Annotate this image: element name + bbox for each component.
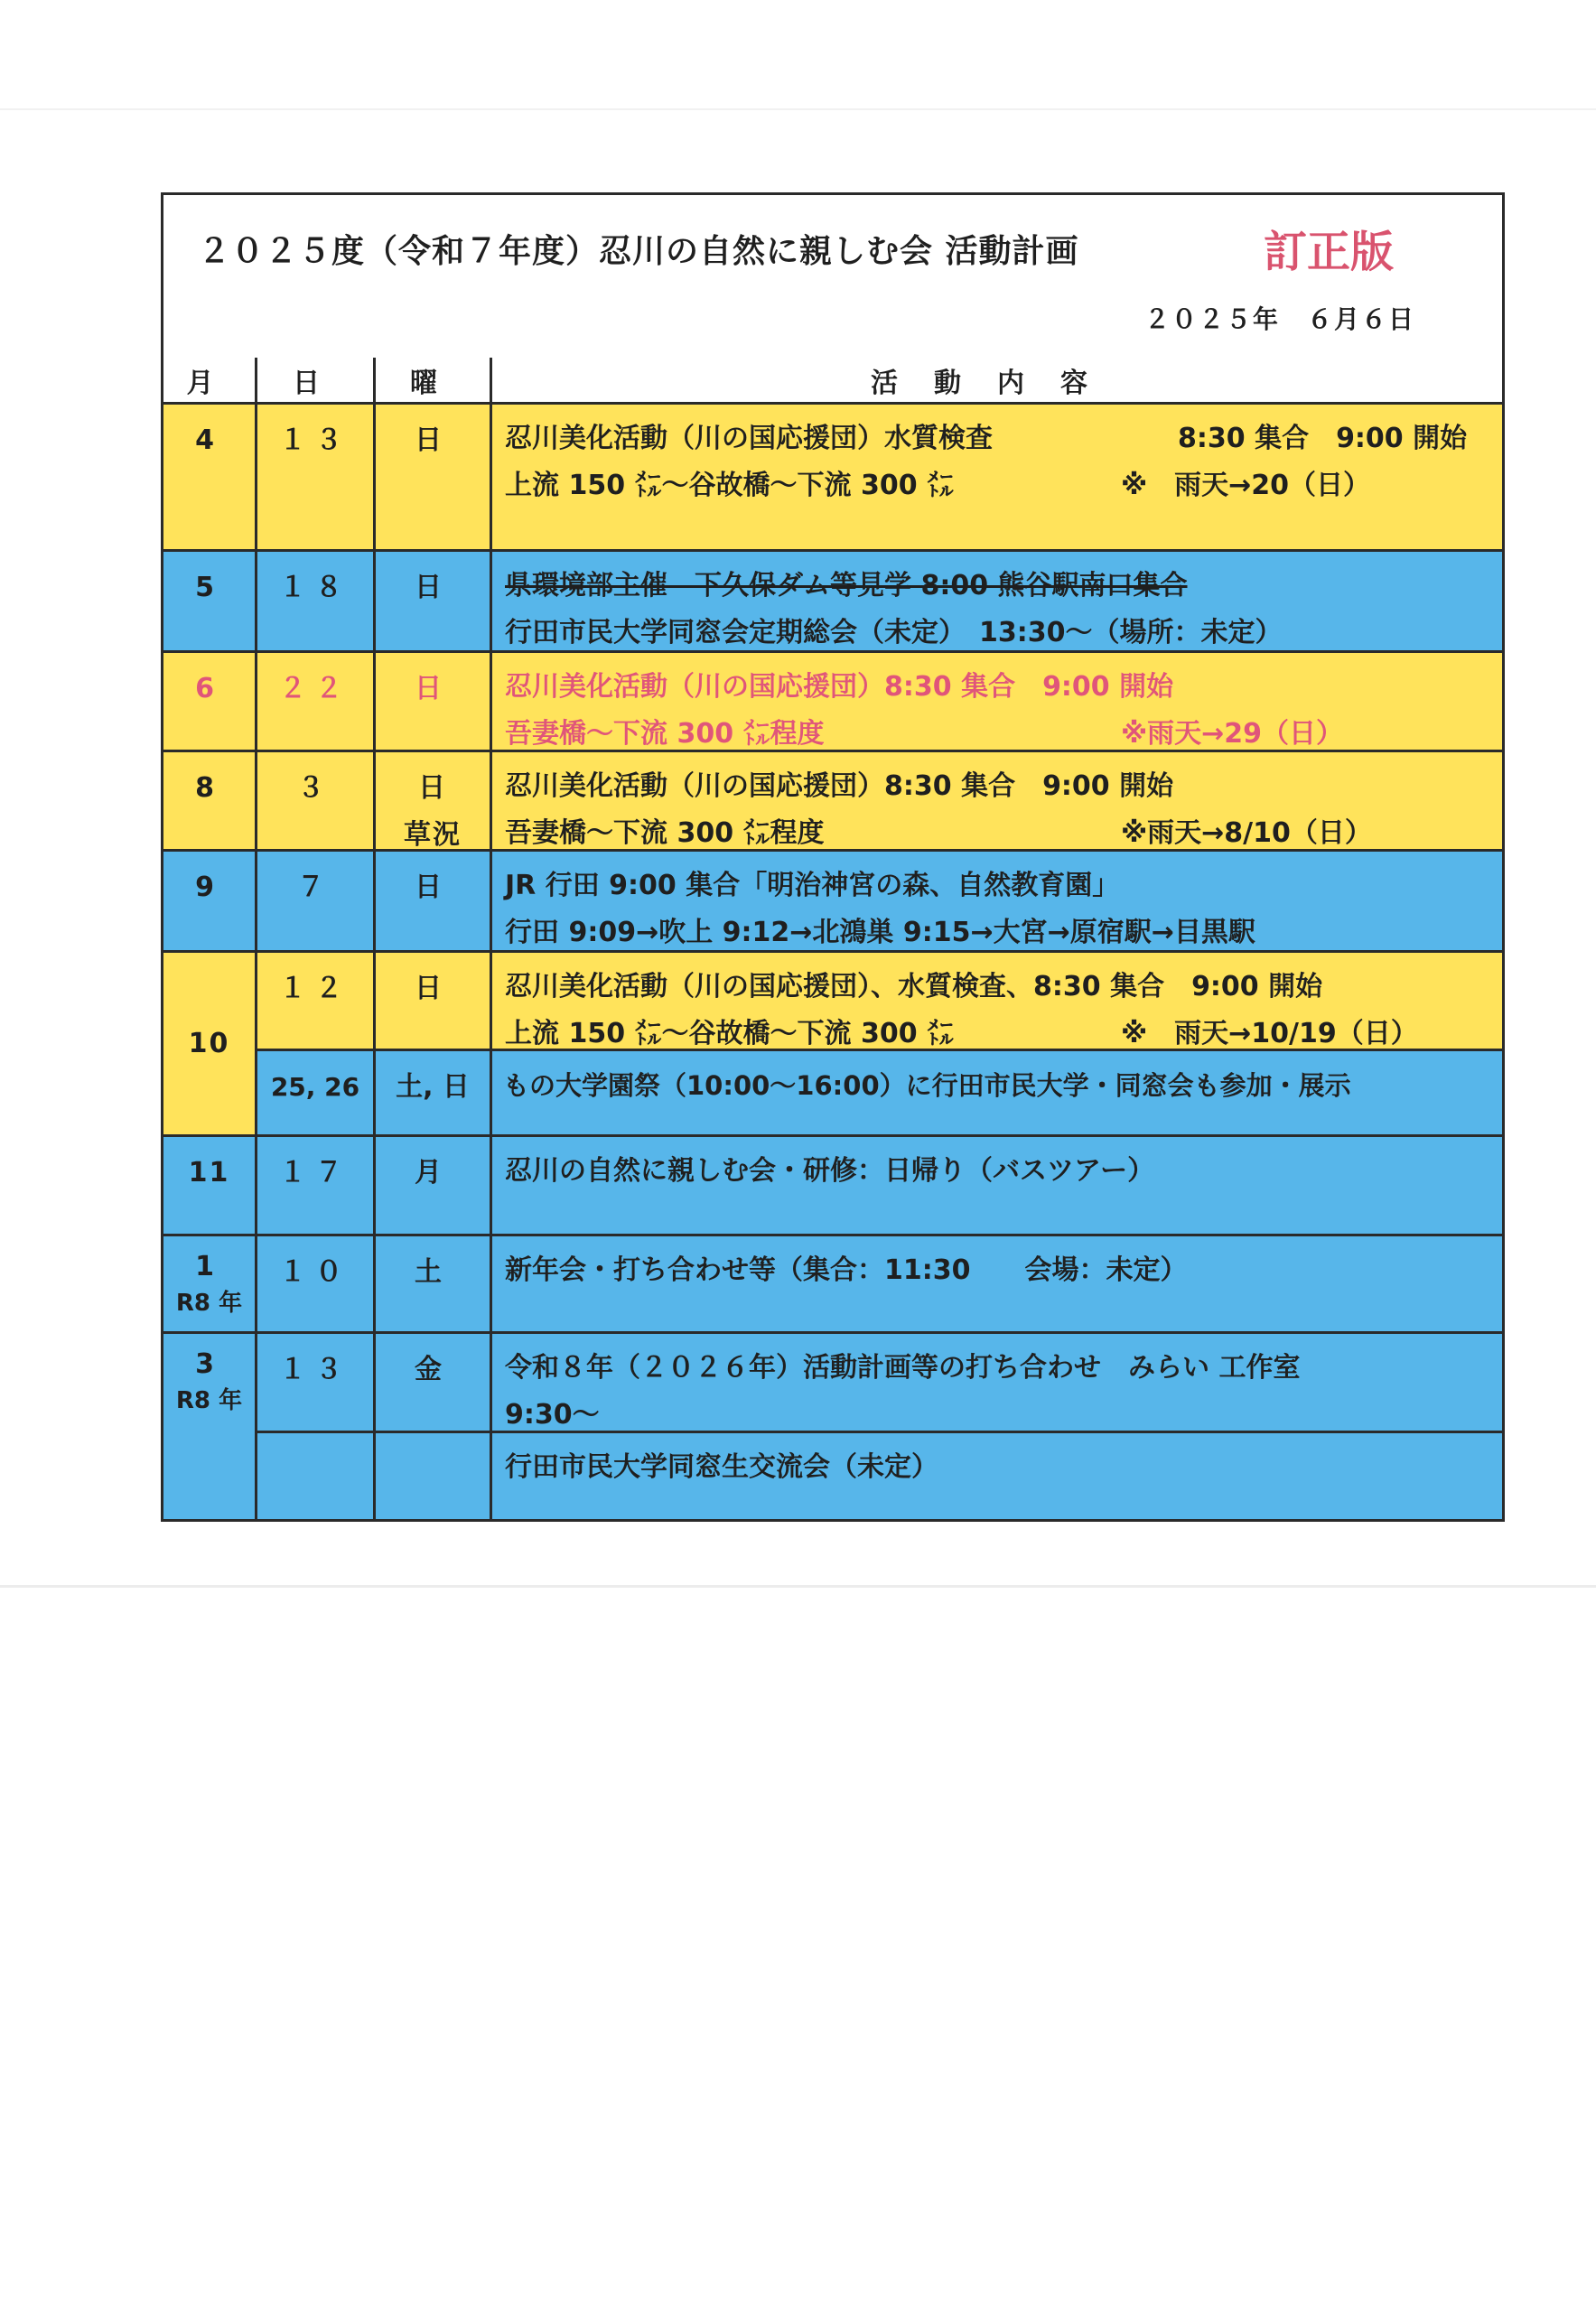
month-cell [163,1334,257,1519]
activity-line: 9:30～ [505,1399,600,1431]
day-cell: １２ [257,953,376,1051]
activity-cell [492,852,1502,953]
rain-date: ※雨天→29（日） [1121,718,1344,750]
activity-line: JR 行田 9:00 集合「明治神宮の森、自然教育園」 [505,870,1120,901]
weekday-cell [376,1433,492,1519]
activity-line: 新年会・打ち合わせ等（集合：11:30 会場：未定） [505,1254,1188,1286]
activity-line: 上流 150 ㍍～谷故橋～下流 300 ㍍ [505,1018,955,1049]
activity-cell [492,653,1502,752]
weekday-cell: 土, 日 [376,1051,492,1137]
activity-line: 行田 9:09→吹上 9:12→北鴻巣 9:15→大宮→原宿駅→目黒駅 [505,917,1255,948]
month-cell: 4 [163,405,257,552]
year-note: R8 年 [175,1290,243,1317]
column-header-activity: 活動内容 [492,358,1502,405]
month-cell: 10 [163,953,257,1137]
activity-line: 忍川の自然に親しむ会・研修：日帰り（バスツアー） [505,1155,1155,1187]
month-cell: 5 [163,552,257,653]
paper-fold-line [0,1585,1596,1588]
revision-label: 訂正版 [1264,227,1395,277]
day-cell: １３ [257,1334,376,1433]
activity-line: 行田市民大学同窓生交流会（未定） [505,1451,938,1483]
activity-line: 行田市民大学同窓会定期総会（未定） 13:30～（場所：未定） [505,617,1283,648]
activity-line: 忍川美化活動（川の国応援団）、水質検査、8:30 集合 9:00 開始 [505,971,1323,1002]
activity-line: 吾妻橋～下流 300 ㍍程度 [505,817,825,849]
weekday-cell: 日 [376,953,492,1051]
day-cell: １３ [257,405,376,552]
month-text: 1 [195,1251,223,1282]
weekday-cell: 日 [376,653,492,752]
document-title: ２０２５度（令和７年度）忍川の自然に親しむ会 活動計画 [198,233,1079,270]
activity-cell [492,953,1502,1051]
activity-cell [492,1236,1502,1334]
activity-cell [492,552,1502,653]
activity-line: 忍川美化活動（川の国応援団）8:30 集合 9:00 開始 [505,671,1174,703]
activity-line: 忍川美化活動（川の国応援団）水質検査 [505,423,993,454]
day-cell: １７ [257,1137,376,1236]
rain-date: ※ 雨天→20（日） [1121,470,1371,501]
weekday-note: 草況 [404,819,462,851]
month-cell [163,1236,257,1334]
activity-line: 令和８年（２０２６年）活動計画等の打ち合わせ みらい 工作室 [505,1352,1301,1384]
day-cell: １８ [257,552,376,653]
paper-fold-line [0,108,1596,110]
document-header [163,195,1502,358]
rain-date: ※ 雨天→10/19（日） [1121,1018,1418,1049]
cancelled-activity-line: 県環境部主催 下久保ダム等見学 8:00 熊谷駅南口集合 [505,570,1188,601]
activity-cell [492,1137,1502,1236]
month-cell: 9 [163,852,257,953]
day-cell: １０ [257,1236,376,1334]
weekday-cell: 日 [376,405,492,552]
activity-cell [492,1433,1502,1519]
day-cell: 25, 26 [257,1051,376,1137]
document-date: ２０２５年 ６月６日 [1144,304,1416,334]
activity-cell [492,1051,1502,1137]
weekday-cell: 日 [376,852,492,953]
activity-table [163,358,1502,1519]
month-text: 3 [195,1348,223,1380]
day-cell: ２２ [257,653,376,752]
day-cell [257,1433,376,1519]
weekday-cell [376,752,492,852]
month-cell: 6 [163,653,257,752]
activity-time: 8:30 集合 9:00 開始 [1178,423,1468,454]
day-cell: ７ [257,852,376,953]
weekday-cell: 金 [376,1334,492,1433]
activity-cell [492,752,1502,852]
activity-line: 吾妻橋～下流 300 ㍍程度 [505,718,825,750]
rain-date: ※雨天→8/10（日） [1121,817,1372,849]
activity-cell [492,405,1502,552]
column-header-month: 月 [163,358,257,405]
month-cell: 11 [163,1137,257,1236]
month-cell: 8 [163,752,257,852]
weekday-cell: 土 [376,1236,492,1334]
activity-line: 忍川美化活動（川の国応援団）8:30 集合 9:00 開始 [505,770,1174,802]
year-note: R8 年 [175,1387,243,1414]
column-header-weekday: 曜 [376,358,492,405]
day-cell: ３ [257,752,376,852]
activity-cell [492,1334,1502,1433]
weekday-cell: 日 [376,552,492,653]
activity-line: もの大学園祭（10:00～16:00）に行田市民大学・同窓会も参加・展示 [503,1070,1351,1101]
weekday-text: 日 [418,772,447,804]
activity-line: 上流 150 ㍍～谷故橋～下流 300 ㍍ [505,470,955,501]
weekday-cell: 月 [376,1137,492,1236]
activity-plan-document [161,192,1505,1522]
column-header-day: 日 [257,358,376,405]
